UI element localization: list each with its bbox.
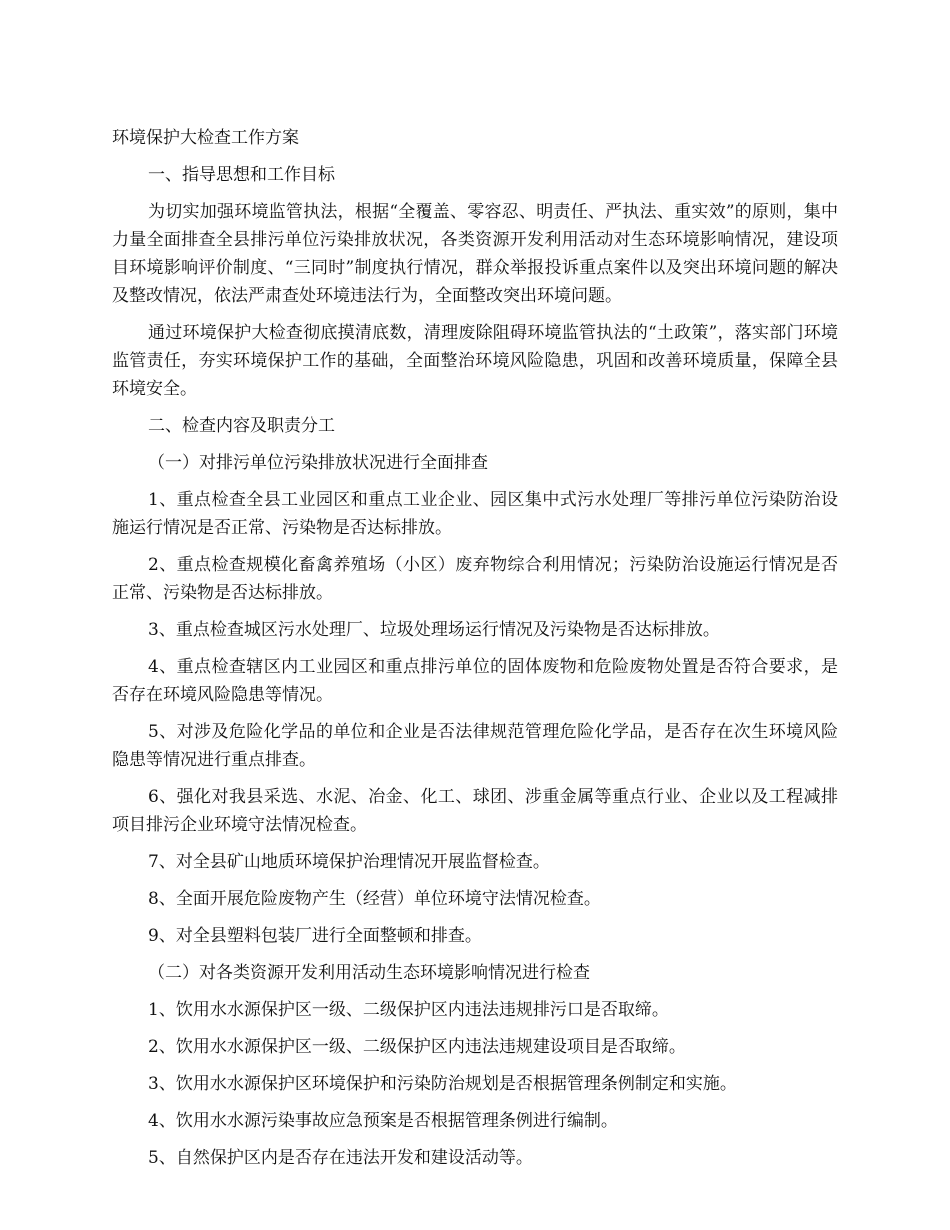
subsection-heading-2: （二）对各类资源开发利用活动生态环境影响情况进行检查 (148, 963, 590, 983)
list-item: 1、饮用水水源保护区一级、二级保护区内违法违规排污口是否取缔。 (148, 1000, 669, 1020)
list-item: 4、重点检查辖区内工业园区和重点排污单位的固体废物和危险废物处置是否符合要求，是否存在环境风险隐患等情况。 (112, 657, 838, 705)
list-item: 2、饮用水水源保护区一级、二级保护区内违法违规建设项目是否取缔。 (148, 1037, 686, 1057)
list-item: 5、对涉及危险化学品的单位和企业是否法律规范管理危险化学品，是否存在次生环境风险隐患等情况进行重点排查。 (112, 722, 838, 770)
document-body (112, 124, 838, 1181)
paragraph: 为切实加强环境监管执法，根据“全覆盖、零容忍、明责任、严执法、重实效”的原则，集中力量全面排查全县排污单位污染排放状况，各类资源开发利用活动对生态环境影响情况，建设项目环境影响评价制度、“三同时”制度执行情况，群众举报投诉重点案件以及突出环境问题的解决及整改情况，依法严肃查处环境违法行为，全面整改突出环境问题。 (112, 202, 838, 306)
subsection-heading-1: （一）对排污单位污染排放状况进行全面排查 (148, 453, 488, 473)
list-item: 2、重点检查规模化畜禽养殖场（小区）废弃物综合利用情况；污染防治设施运行情况是否正常、污染物是否达标排放。 (112, 555, 838, 603)
list-item: 6、强化对我县采选、水泥、冶金、化工、球团、涉重金属等重点行业、企业以及工程减排项目排污企业环境守法情况检查。 (112, 787, 838, 835)
paragraph: 通过环境保护大检查彻底摸清底数，清理废除阻碍环境监管执法的“土政策”，落实部门环境监管责任，夯实环境保护工作的基础，全面整治环境风险隐患，巩固和改善环境质量，保障全县环境安全。 (112, 323, 838, 399)
list-item: 1、重点检查全县工业园区和重点工业企业、园区集中式污水处理厂等排污单位污染防治设施运行情况是否正常、污染物是否达标排放。 (112, 490, 838, 538)
section-heading-2: 二、检查内容及职责分工 (148, 416, 335, 436)
list-item: 3、饮用水水源保护区环境保护和污染防治规划是否根据管理条例制定和实施。 (148, 1074, 737, 1094)
list-item: 3、重点检查城区污水处理厂、垃圾处理场运行情况及污染物是否达标排放。 (148, 620, 720, 640)
list-item: 8、全面开展危险废物产生（经营）单位环境守法情况检查。 (148, 889, 601, 909)
section-heading-1: 一、指导思想和工作目标 (148, 165, 335, 185)
document-title: 环境保护大检查工作方案 (112, 128, 299, 148)
list-item: 7、对全县矿山地质环境保护治理情况开展监督检查。 (148, 852, 550, 872)
list-item: 5、自然保护区内是否存在违法开发和建设活动等。 (148, 1148, 533, 1168)
list-item: 9、对全县塑料包装厂进行全面整顿和排查。 (148, 926, 482, 946)
list-item: 4、饮用水水源污染事故应急预案是否根据管理条例进行编制。 (148, 1111, 618, 1131)
